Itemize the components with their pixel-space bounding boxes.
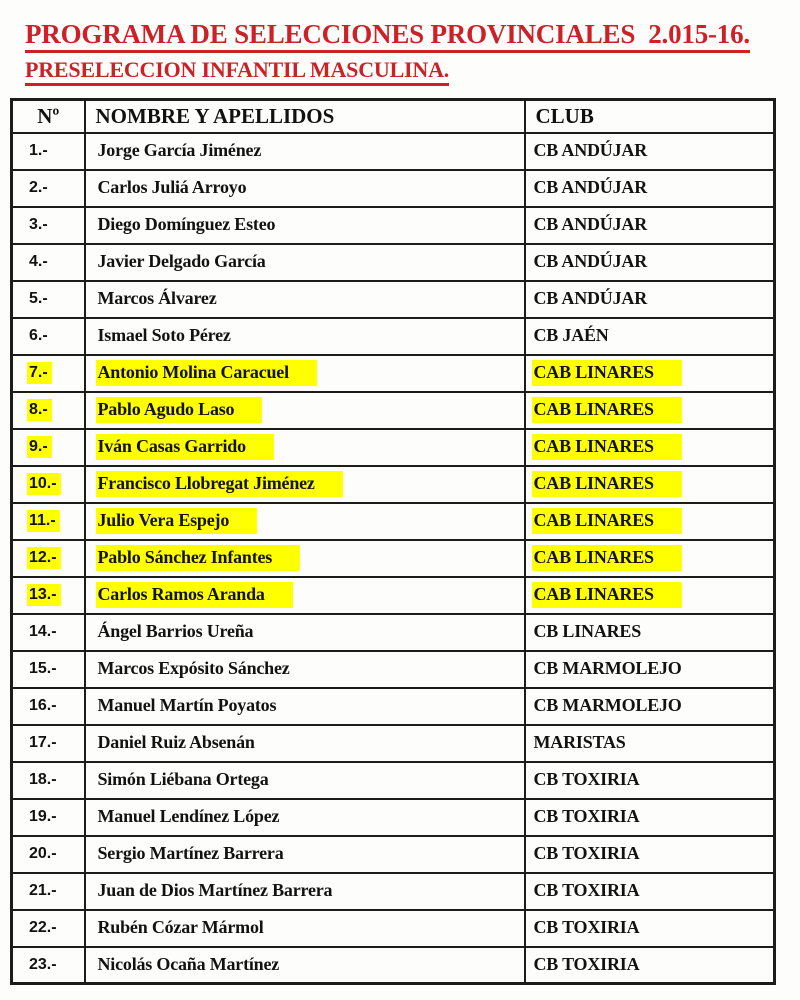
player-club: CB JAÉN xyxy=(533,325,609,345)
player-name: Diego Domínguez Esteo xyxy=(97,214,276,234)
player-club: CB TOXIRIA xyxy=(533,917,640,937)
table-row xyxy=(12,133,775,170)
table-row xyxy=(12,429,775,466)
player-name: Rubén Cózar Mármol xyxy=(97,917,264,937)
document-header xyxy=(25,21,750,86)
table-row xyxy=(12,170,775,207)
player-name: Pablo Agudo Laso xyxy=(96,397,263,423)
player-club: CAB LINARES xyxy=(532,434,682,460)
players-table xyxy=(10,98,776,985)
player-name: Julio Vera Espejo xyxy=(96,508,258,534)
table-row xyxy=(12,910,775,947)
player-club: CB TOXIRIA xyxy=(533,953,640,974)
player-club: MARISTAS xyxy=(533,732,626,752)
page-subtitle: PRESELECCION INFANTIL MASCULINA. xyxy=(25,59,449,86)
player-name: Marcos Álvarez xyxy=(97,288,217,308)
player-number: 1.- xyxy=(29,142,48,159)
player-name: Francisco Llobregat Jiménez xyxy=(96,471,343,497)
table-row xyxy=(12,318,775,355)
player-number: 6.- xyxy=(29,327,48,344)
player-name: Manuel Lendínez López xyxy=(97,806,280,826)
player-name: Daniel Ruiz Absenán xyxy=(97,732,255,752)
table-row xyxy=(12,725,775,762)
table-row xyxy=(12,651,775,688)
player-number: 2.- xyxy=(29,179,48,196)
player-club: CB LINARES xyxy=(533,621,642,641)
player-club: CB TOXIRIA xyxy=(533,843,640,863)
player-club: CB ANDÚJAR xyxy=(533,214,648,234)
player-club: CB ANDÚJAR xyxy=(533,177,648,197)
player-name: Pablo Sánchez Infantes xyxy=(96,545,301,571)
player-club: CAB LINARES xyxy=(532,360,682,386)
player-club: CB TOXIRIA xyxy=(533,769,640,789)
player-number: 3.- xyxy=(29,216,48,233)
player-number: 14.- xyxy=(29,623,57,640)
table-row xyxy=(12,244,775,281)
player-club: CB TOXIRIA xyxy=(533,880,640,900)
player-name: Carlos Juliá Arroyo xyxy=(97,177,247,197)
table-row xyxy=(12,614,775,651)
player-club: CB MARMOLEJO xyxy=(533,695,682,715)
player-number: 11.- xyxy=(27,510,60,532)
col-club-header: CLUB xyxy=(525,100,775,133)
table-row xyxy=(12,947,775,984)
table-header-row xyxy=(12,100,775,133)
player-number: 5.- xyxy=(29,290,48,307)
player-name: Juan de Dios Martínez Barrera xyxy=(97,880,333,900)
player-number: 7.- xyxy=(27,362,52,384)
player-number: 12.- xyxy=(27,547,61,569)
table-row xyxy=(12,762,775,799)
player-name: Nicolás Ocaña Martínez xyxy=(97,953,280,974)
player-number: 17.- xyxy=(29,734,57,751)
player-name: Carlos Ramos Aranda xyxy=(96,582,293,608)
player-number: 15.- xyxy=(29,660,57,677)
player-name: Antonio Molina Caracuel xyxy=(96,360,317,386)
player-club: CB TOXIRIA xyxy=(533,806,640,826)
player-name: Javier Delgado García xyxy=(97,251,266,271)
table-row xyxy=(12,873,775,910)
player-name: Sergio Martínez Barrera xyxy=(97,843,284,863)
table-row xyxy=(12,392,775,429)
player-club: CAB LINARES xyxy=(532,471,682,497)
player-club: CAB LINARES xyxy=(532,582,682,608)
player-number: 21.- xyxy=(29,882,57,899)
player-number: 4.- xyxy=(29,253,48,270)
player-number: 19.- xyxy=(29,808,57,825)
table-row xyxy=(12,836,775,873)
player-club: CB ANDÚJAR xyxy=(533,288,648,308)
table-row xyxy=(12,466,775,503)
player-club: CAB LINARES xyxy=(532,397,682,423)
player-number: 16.- xyxy=(29,697,57,714)
page-title: PROGRAMA DE SELECCIONES PROVINCIALES 2.015-16. xyxy=(25,21,750,53)
table-row xyxy=(12,540,775,577)
player-club: CB MARMOLEJO xyxy=(533,658,682,678)
player-number: 18.- xyxy=(29,771,57,788)
player-name: Ángel Barrios Ureña xyxy=(97,621,254,641)
player-number: 10.- xyxy=(27,473,61,495)
player-name: Manuel Martín Poyatos xyxy=(97,695,277,715)
player-number: 8.- xyxy=(27,399,52,421)
table-row xyxy=(12,503,775,540)
col-name-header: NOMBRE Y APELLIDOS xyxy=(85,100,525,133)
player-club: CAB LINARES xyxy=(532,545,682,571)
player-number: 20.- xyxy=(29,845,57,862)
table-row xyxy=(12,281,775,318)
table-row xyxy=(12,355,775,392)
player-name: Marcos Expósito Sánchez xyxy=(97,658,290,678)
player-club: CB ANDÚJAR xyxy=(533,251,648,271)
player-number: 22.- xyxy=(29,919,57,936)
col-num-header: Nº xyxy=(12,100,85,133)
player-name: Iván Casas Garrido xyxy=(96,434,274,460)
table-row xyxy=(12,207,775,244)
player-name: Ismael Soto Pérez xyxy=(97,325,231,345)
table-row xyxy=(12,799,775,836)
table-body xyxy=(12,133,775,984)
player-number: 23.- xyxy=(29,955,57,973)
player-name: Simón Liébana Ortega xyxy=(97,769,269,789)
player-name: Jorge García Jiménez xyxy=(97,140,262,160)
player-club: CB ANDÚJAR xyxy=(533,140,648,160)
table-row xyxy=(12,577,775,614)
player-club: CAB LINARES xyxy=(532,508,682,534)
player-number: 9.- xyxy=(27,436,52,458)
player-number: 13.- xyxy=(27,584,61,606)
table-row xyxy=(12,688,775,725)
